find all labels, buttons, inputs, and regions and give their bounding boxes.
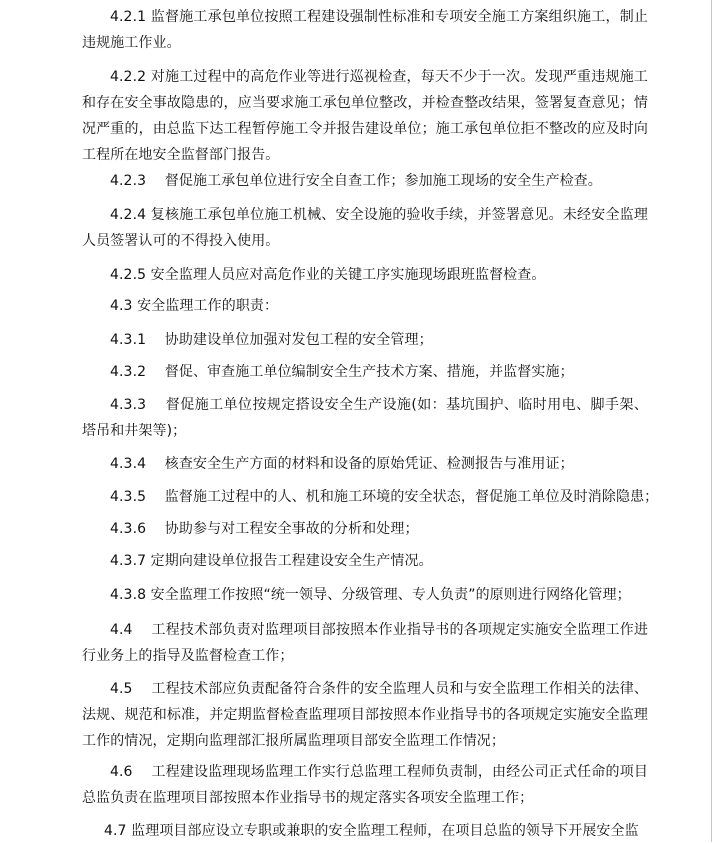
paragraph-4-2-4: 4.2.4 复核施工承包单位施工机械、安全设施的验收手续，并签署意见。未经安全监理人员签署认可的不得投入使用。 bbox=[82, 207, 648, 249]
paragraph-4-6: 4.6 工程建设监理现场监理工作实行总监理工程师负责制，由经公司正式任命的项目总监负责在监理项目部按照本作业指导书的规定落实各项安全监理工作； bbox=[82, 764, 648, 806]
paragraph-4-3-7: 4.3.7 定期向建设单位报告工程建设安全生产情况。 bbox=[110, 553, 433, 569]
paragraph-4-2-3: 4.2.3 督促施工承包单位进行安全自查工作；参加施工现场的安全生产检查。 bbox=[110, 173, 602, 189]
paragraph-4-3-3: 4.3.3 督促施工单位按规定搭设安全生产设施(如：基坑围护、临时用电、脚手架、塔吊和井架等)； bbox=[82, 397, 648, 439]
heading-4-3: 4.3 安全监理工作的职责： bbox=[110, 298, 279, 314]
paragraph-4-3-5: 4.3.5 监督施工过程中的人、机和施工环境的安全状态，督促施工单位及时消除隐患； bbox=[110, 489, 659, 505]
paragraph-4-3-1: 4.3.1 协助建设单位加强对发包工程的安全管理； bbox=[110, 332, 433, 348]
paragraph-4-2-5: 4.2.5 安全监理人员应对高危作业的关键工序实施现场跟班监督检查。 bbox=[110, 267, 546, 283]
paragraph-4-3-6: 4.3.6 协助参与对工程安全事故的分析和处理； bbox=[110, 521, 419, 537]
paragraph-4-7: 4.7 监理项目部应设立专职或兼职的安全监理工程师，在项目总监的领导下开展安全监 bbox=[104, 823, 639, 839]
paragraph-4-3-2: 4.3.2 督促、审查施工单位编制安全生产技术方案、措施，并监督实施； bbox=[110, 364, 574, 380]
paragraph-4-3-4: 4.3.4 核查安全生产方面的材料和设备的原始凭证、检测报告与准用证； bbox=[110, 456, 574, 472]
paragraph-4-5: 4.5 工程技术部应负责配备符合条件的安全监理人员和与安全监理工作相关的法律、法规、规范和标准，并定期监督检查监理项目部按照本作业指导书的各项规定实施安全监理工作的情况，定期向监理部汇报所属监理项目部安全监理工作情况； bbox=[82, 681, 648, 749]
paragraph-4-2-1: 4.2.1 监督施工承包单位按照工程建设强制性标准和专项安全施工方案组织施工，制止违规施工作业。 bbox=[82, 9, 648, 51]
page-edge-divider bbox=[711, 0, 712, 842]
paragraph-4-3-8: 4.3.8 安全监理工作按照“统一领导、分级管理、专人负责”的原则进行网络化管理； bbox=[110, 587, 631, 603]
paragraph-4-2-2: 4.2.2 对施工过程中的高危作业等进行巡视检查，每天不少于一次。发现严重违规施工和存在安全事故隐患的，应当要求施工承包单位整改，并检查整改结果，签署复查意见；情况严重的，由总监下达工程暂停施工令并报告建设单位；施工承包单位拒不整改的应及时向工程所在地安全监督部门报告。 bbox=[82, 69, 648, 163]
paragraph-4-4: 4.4 工程技术部负责对监理项目部按照本作业指导书的各项规定实施安全监理工作进行业务上的指导及监督检查工作； bbox=[82, 622, 648, 664]
